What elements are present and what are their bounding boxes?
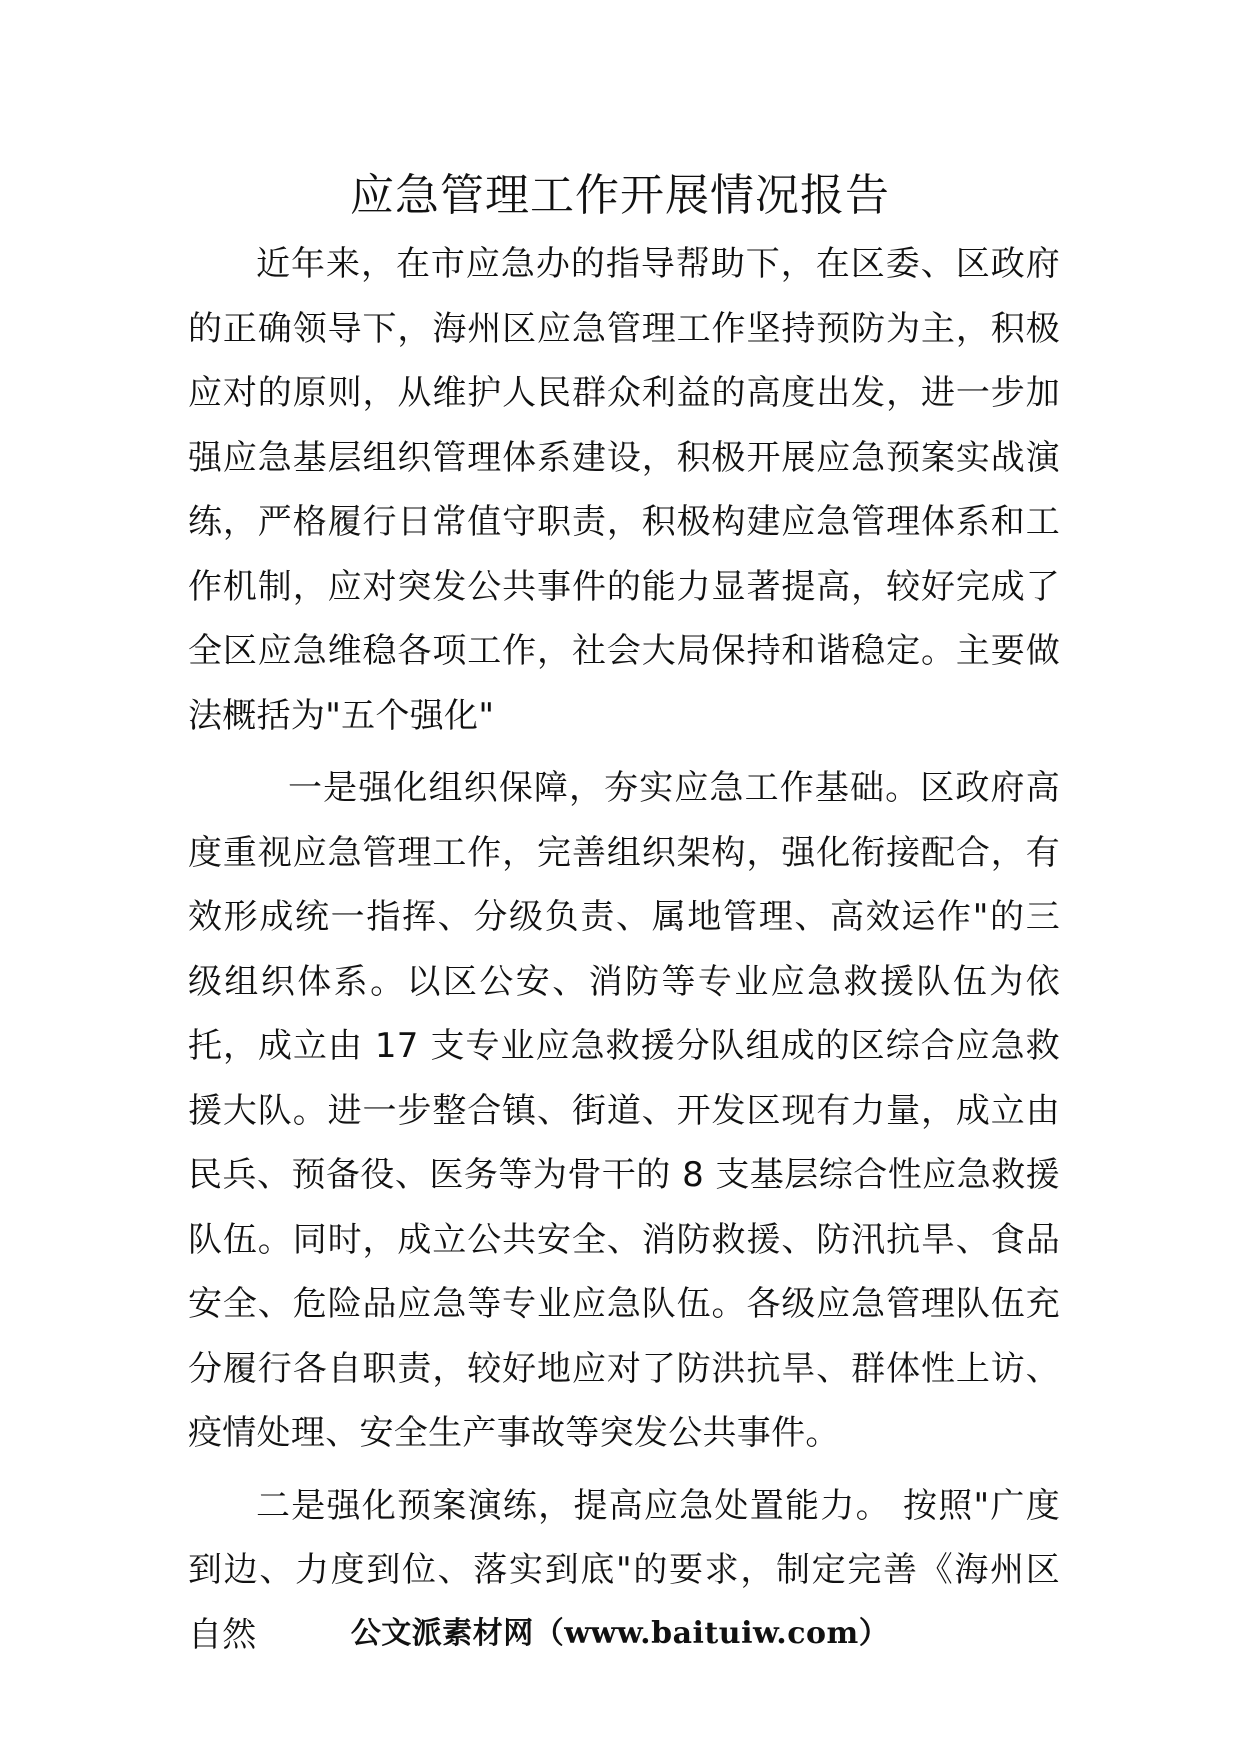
- paragraph-organization: 一是强化组织保障，夯实应急工作基础。区政府高度重视应急管理工作，完善组织架构，强化衔接配合，有效形成统一指挥、分级负责、属地管理、高效运作"的三级组织体系。以区公安、消防等专业应急救援队伍为依托，成立由 17 支专业应急救援分队组成的区综合应急救援大队。进一步整合镇、街道、开发区现有力量，成立由民兵、预备役、医务等为骨干的 8 支基层综合性应急救援队伍。同时，成立公共安全、消防救援、防汛抗旱、食品安全、危险品应急等专业应急队伍。各级应急管理队伍充分履行各自职责，较好地应对了防洪抗旱、群体性上访、疫情处理、安全生产事故等突发公共事件。: [188, 768, 1060, 1453]
- paragraph-drills: 二是强化预案演练，提高应急处置能力。 按照"广度到边、力度到位、落实到底"的要求，制定完善《海州区自然: [188, 1485, 1060, 1655]
- document-title: 应急管理工作开展情况报告: [350, 170, 890, 221]
- paragraph-intro: 近年来，在市应急办的指导帮助下，在区委、区政府的正确领导下，海州区应急管理工作坚持预防为主，积极应对的原则，从维护人民群众利益的高度出发，进一步加强应急基层组织管理体系建设，积极开展应急预案实战演练，严格履行日常值守职责，积极构建应急管理体系和工作机制，应对突发公共事件的能力显著提高，较好完成了全区应急维稳各项工作，社会大局保持和谐稳定。主要做法概括为"五个强化": [188, 244, 1060, 736]
- document-body: [188, 232, 1060, 1667]
- footer-watermark: 公文派素材网（www.baituiw.com）: [350, 1616, 890, 1651]
